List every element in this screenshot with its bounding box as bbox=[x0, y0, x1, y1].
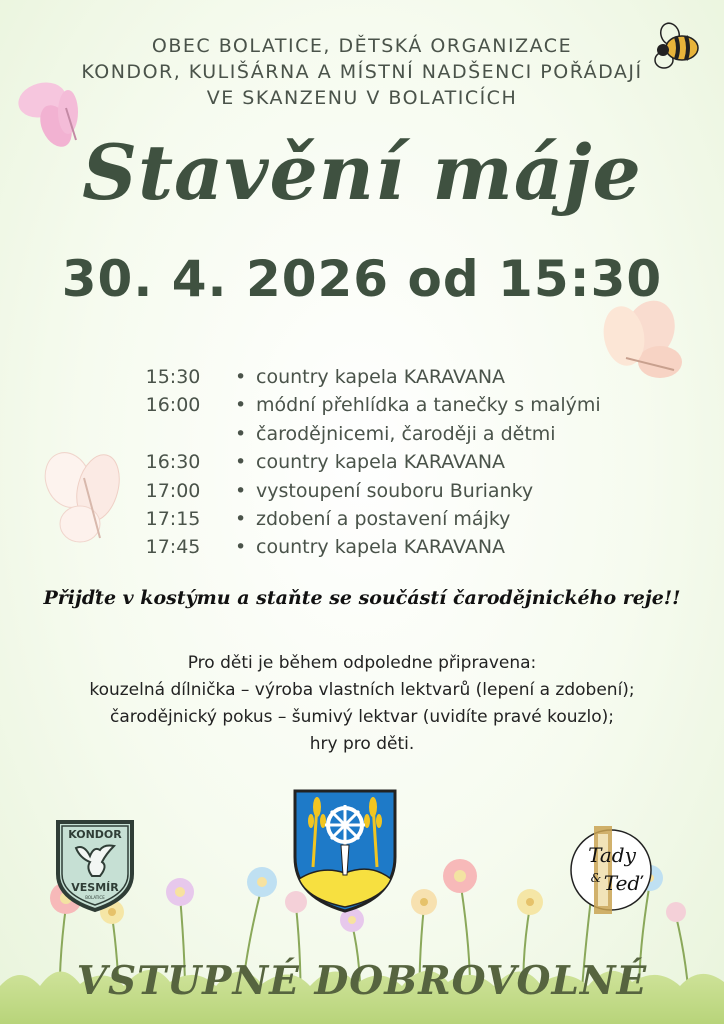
program-time: 17:15 bbox=[145, 507, 201, 530]
kids-line: hry pro děti. bbox=[309, 734, 415, 754]
kondor-logo-text-bottom: VESMÍR bbox=[71, 881, 119, 894]
bullet-icon: • bbox=[235, 366, 247, 388]
butterfly-peach-icon bbox=[596, 296, 686, 388]
program-item: country kapela KARAVANA bbox=[256, 536, 506, 559]
bullet-icon: • bbox=[235, 394, 247, 417]
bullet-icon: • bbox=[235, 536, 247, 559]
bullet-icon: • bbox=[235, 451, 247, 474]
admission-free-banner: VSTUPNÉ DOBROVOLNÉ bbox=[76, 958, 648, 1004]
kondor-logo-text-small: BOLATICE bbox=[85, 895, 105, 900]
costume-invitation: Přijďte v kostýmu a staňte se součástí čarodějnického reje!! bbox=[43, 587, 681, 609]
program-time: 17:00 bbox=[145, 479, 201, 502]
program-item: country kapela KARAVANA bbox=[256, 451, 506, 474]
organizers-header bbox=[0, 33, 724, 111]
bullet-icon: • bbox=[235, 422, 247, 445]
kondor-logo-text-top: KONDOR bbox=[68, 828, 122, 841]
program-item: zdobení a postavení májky bbox=[256, 507, 511, 530]
program-item: čarodějnicemi, čaroději a dětmi bbox=[256, 422, 556, 445]
header-line: OBEC BOLATICE, DĚTSKÁ ORGANIZACE bbox=[151, 35, 573, 57]
kids-activities bbox=[0, 650, 724, 758]
butterfly-white-icon bbox=[40, 448, 130, 548]
event-date: 30. 4. 2026 od 15:30 bbox=[61, 250, 663, 308]
kids-line: kouzelná dílnička – výroba vlastních lektvarů (lepení a zdobení); bbox=[89, 680, 635, 700]
program-time: 15:30 bbox=[145, 366, 201, 388]
header-line: VE SKANZENU V BOLATICÍCH bbox=[206, 87, 518, 109]
bullet-icon: • bbox=[235, 507, 247, 530]
bolatice-coat-of-arms bbox=[291, 787, 399, 915]
kids-line: Pro děti je během odpoledne připravena: bbox=[187, 653, 537, 673]
bee-icon bbox=[650, 20, 706, 76]
program-time: 16:00 bbox=[145, 394, 201, 417]
program-item: country kapela KARAVANA bbox=[256, 366, 506, 388]
tady-ted-text-line2: Teď bbox=[603, 871, 641, 895]
kids-line: čarodějnický pokus – šumivý lektvar (uvidíte pravé kouzlo); bbox=[110, 707, 614, 727]
program-time: 17:45 bbox=[145, 536, 201, 559]
header-line: KONDOR, KULIŠÁRNA A MÍSTNÍ NADŠENCI POŘÁDAJÍ bbox=[81, 61, 643, 83]
event-title: Stavění máje bbox=[82, 128, 642, 217]
program-time: 16:30 bbox=[145, 451, 201, 474]
tady-ted-text-amp: & bbox=[590, 871, 602, 885]
tady-ted-text-line1: Tady bbox=[588, 843, 636, 867]
tady-ted-logo bbox=[566, 824, 656, 916]
program-item: módní přehlídka a tanečky s malými bbox=[256, 394, 601, 417]
bullet-icon: • bbox=[235, 479, 247, 502]
program-item: vystoupení souboru Burianky bbox=[256, 479, 534, 502]
kondor-logo bbox=[50, 816, 140, 914]
